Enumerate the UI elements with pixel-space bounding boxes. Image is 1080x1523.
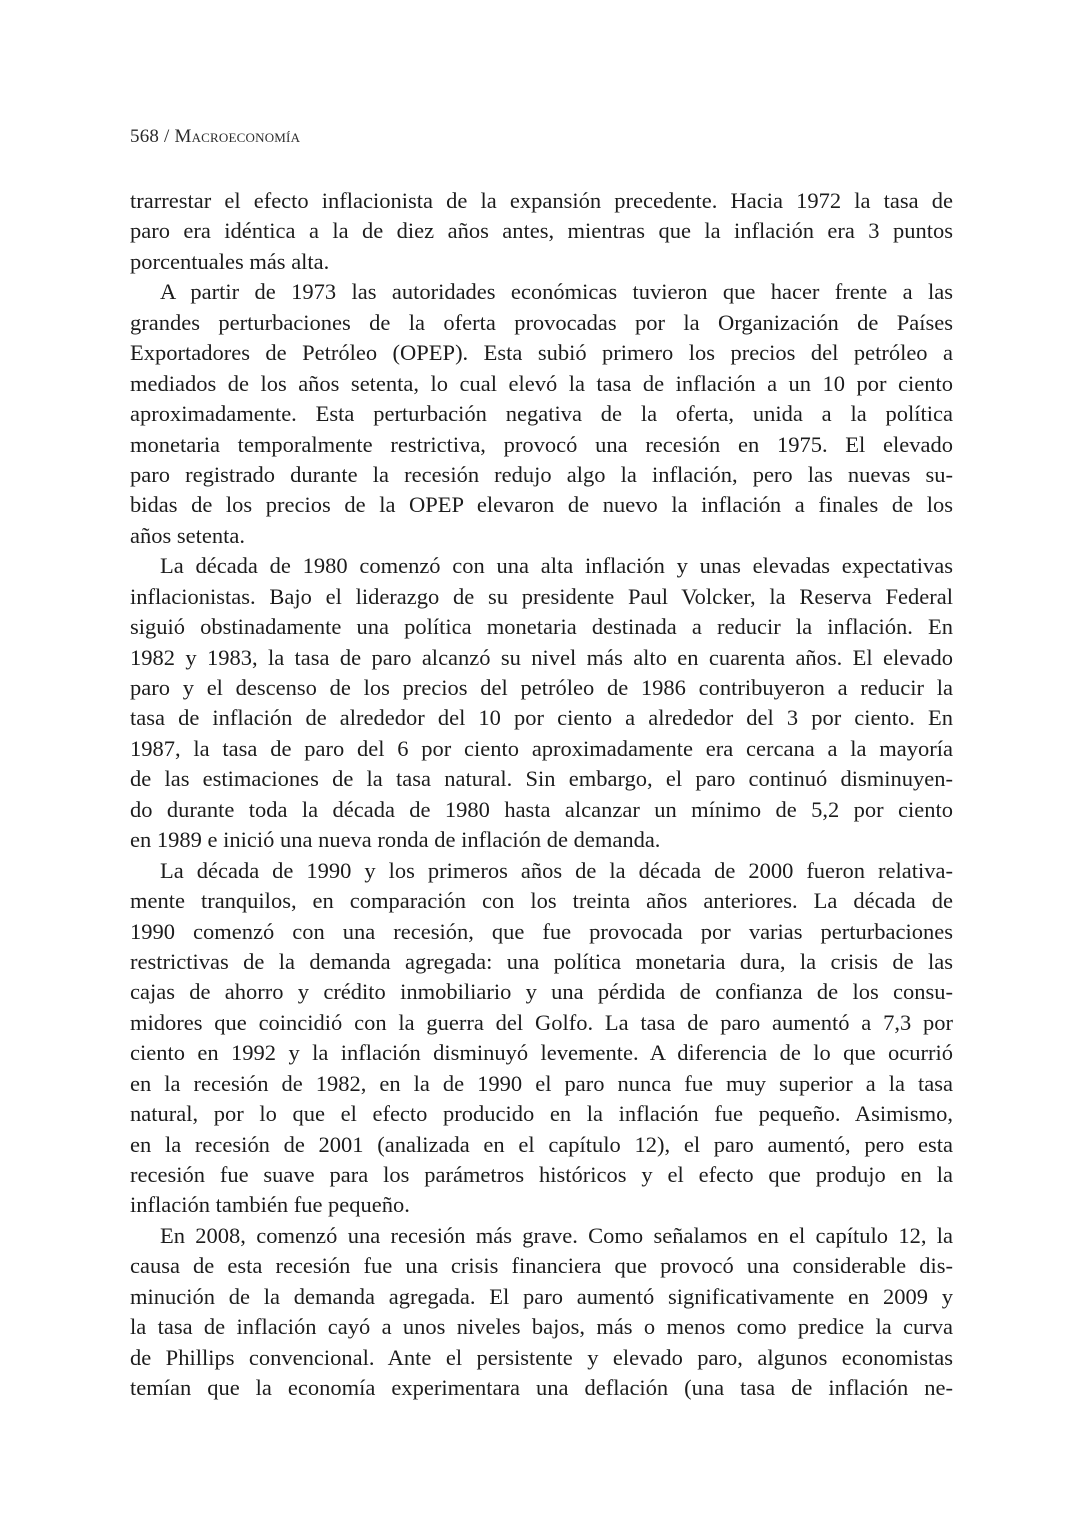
text-line: 1982 y 1983, la tasa de paro alcanzó su nivel más alto en cuarenta años. El elevado bbox=[130, 644, 953, 670]
text-line: paro y el descenso de los precios del petróleo de 1986 contribuyeron a reducir la bbox=[130, 675, 953, 700]
text-line: En 2008, comenzó una recesión más grave. Como señalamos en el capítulo 12, la bbox=[160, 1222, 953, 1248]
text-line: aproximadamente. Esta perturbación negativa de la oferta, unida a la política bbox=[130, 401, 953, 427]
text-line: paro registrado durante la recesión redujo algo la inflación, pero las nuevas su- bbox=[130, 461, 953, 487]
text-line: de las estimaciones de la tasa natural. Sin embargo, el paro continuó disminuyen- bbox=[130, 766, 953, 792]
page-number: 568 bbox=[130, 126, 160, 147]
paragraph bbox=[130, 551, 953, 855]
paragraph bbox=[130, 1221, 953, 1404]
text-line: años setenta. bbox=[130, 522, 245, 548]
text-line: siguió obstinadamente una política monetaria destinada a reducir la inflación. En bbox=[130, 614, 953, 640]
text-line: mediados de los años setenta, lo cual elevó la tasa de inflación a un 10 por ciento bbox=[130, 370, 953, 396]
running-header bbox=[130, 126, 300, 148]
text-line: A partir de 1973 las autoridades económicas tuvieron que hacer frente a las bbox=[160, 279, 953, 305]
text-line: en la recesión de 2001 (analizada en el capítulo 12), el paro aumentó, pero esta bbox=[130, 1131, 953, 1157]
text-line: recesión fue suave para los parámetros históricos y el efecto que produjo en la bbox=[130, 1162, 953, 1187]
text-line: mente tranquilos, en comparación con los treinta años anteriores. La década de bbox=[130, 888, 953, 914]
paragraph bbox=[130, 186, 953, 277]
header-separator: / bbox=[159, 126, 175, 147]
text-line: 1987, la tasa de paro del 6 por ciento aproximadamente era cercana a la mayoría bbox=[130, 735, 953, 761]
text-line: inflacionistas. Bajo el liderazgo de su presidente Paul Volcker, la Reserva Federal bbox=[130, 583, 953, 609]
text-line: porcentuales más alta. bbox=[130, 248, 330, 274]
text-line: tasa de inflación de alrededor del 10 por ciento a alrededor del 3 por ciento. En bbox=[130, 705, 953, 731]
paragraph bbox=[130, 277, 953, 551]
text-line: temían que la economía experimentara una deflación (una tasa de inflación ne- bbox=[130, 1375, 953, 1401]
text-line: Exportadores de Petróleo (OPEP). Esta subió primero los precios del petróleo a bbox=[130, 340, 953, 366]
text-line: paro era idéntica a la de diez años antes, mientras que la inflación era 3 puntos bbox=[130, 218, 953, 244]
text-line: la tasa de inflación cayó a unos niveles bajos, más o menos como predice la curva bbox=[130, 1314, 953, 1340]
text-line: en la recesión de 1982, en la de 1990 el paro nunca fue muy superior a la tasa bbox=[130, 1070, 953, 1096]
text-line: La década de 1980 comenzó con una alta inflación y unas elevadas expectativas bbox=[160, 553, 953, 579]
paragraph bbox=[130, 856, 953, 1221]
text-line: causa de esta recesión fue una crisis financiera que provocó una considerable dis- bbox=[130, 1253, 953, 1279]
text-line: cajas de ahorro y crédito inmobiliario y una pérdida de confianza de los consu- bbox=[130, 979, 953, 1005]
text-line: natural, por lo que el efecto producido en la inflación fue pequeño. Asimismo, bbox=[130, 1101, 953, 1127]
text-line: en 1989 e inició una nueva ronda de inflación de demanda. bbox=[130, 827, 661, 853]
text-line: ciento en 1992 y la inflación disminuyó levemente. A diferencia de lo que ocurrió bbox=[130, 1040, 953, 1066]
text-line: restrictivas de la demanda agregada: una política monetaria dura, la crisis de las bbox=[130, 948, 953, 974]
text-line: grandes perturbaciones de la oferta provocadas por la Organización de Países bbox=[130, 309, 953, 335]
text-line: midores que coincidió con la guerra del Golfo. La tasa de paro aumentó a 7,3 por bbox=[130, 1009, 953, 1035]
text-line: minución de la demanda agregada. El paro aumentó significativamente en 2009 y bbox=[130, 1283, 953, 1309]
text-line: trarrestar el efecto inflacionista de la expansión precedente. Hacia 1972 la tasa de bbox=[130, 188, 953, 213]
text-line: La década de 1990 y los primeros años de la década de 2000 fueron relativa- bbox=[160, 857, 953, 883]
text-line: bidas de los precios de la OPEP elevaron de nuevo la inflación a finales de los bbox=[130, 492, 953, 518]
body-text bbox=[130, 186, 953, 1404]
text-line: inflación también fue pequeño. bbox=[130, 1192, 410, 1218]
text-line: monetaria temporalmente restrictiva, provocó una recesión en 1975. El elevado bbox=[130, 431, 953, 457]
text-line: 1990 comenzó con una recesión, que fue provocada por varias perturbaciones bbox=[130, 918, 953, 944]
text-line: de Phillips convencional. Ante el persistente y elevado paro, algunos economistas bbox=[130, 1344, 953, 1370]
book-title: Macroeconomía bbox=[174, 126, 301, 147]
text-line: do durante toda la década de 1980 hasta alcanzar un mínimo de 5,2 por ciento bbox=[130, 796, 953, 822]
